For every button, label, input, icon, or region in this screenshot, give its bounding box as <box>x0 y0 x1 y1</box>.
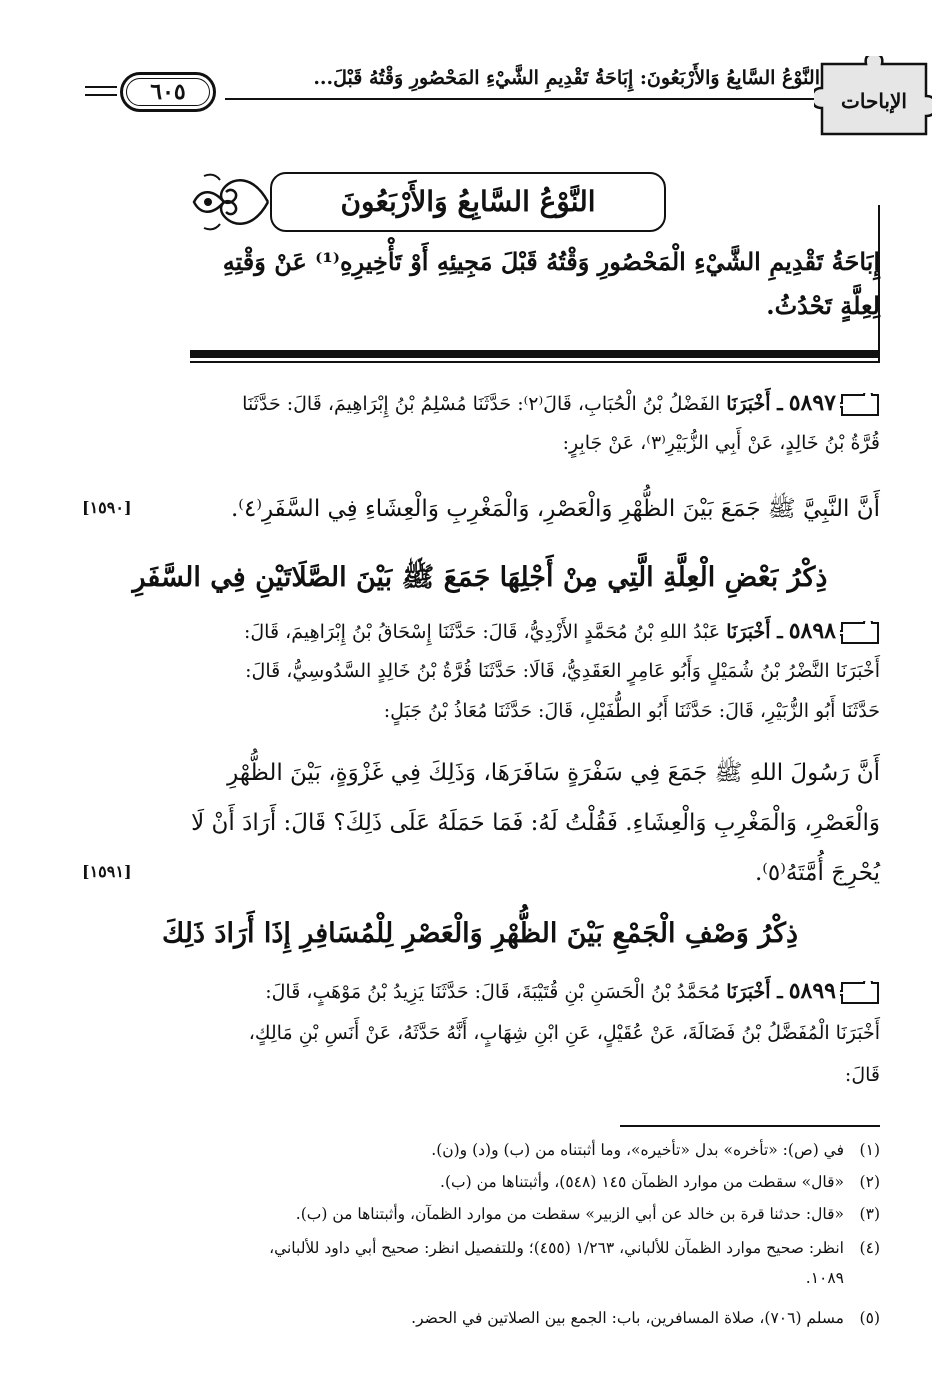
header-rule-right <box>225 98 820 100</box>
isnad-text: الفَضْلُ بْنُ الْحُبَابِ، قَالَ⁽٢⁾: حَدَّثَنَا مُسْلِمُ بْنُ إِبْرَاهِيمَ، قَالَ: حَدَّثَنَا <box>242 393 721 415</box>
puzzle-piece-icon <box>840 981 880 1005</box>
hadith-5898-matn-1: أَنَّ رَسُولَ اللهِ ﷺ جَمَعَ فِي سَفْرَةٍ سَافَرَهَا، وَذَلِكَ فِي غَزْوَةٍ، بَيْنَ الظُّهْرِ <box>227 760 880 786</box>
chapter-description-line: إِبَاحَةُ تَقْدِيمِ الشَّيْءِ الْمَحْصُورِ وَقْتُهُ قَبْلَ مَجِيئِهِ أَوْ تَأْخِيرِهِ⁽¹⁾ عَنْ وَقْتِهِ <box>222 247 880 276</box>
footnote-divider <box>620 1125 880 1127</box>
hadith-5898-line-1 <box>70 612 880 651</box>
isnad-text: مُحَمَّدُ بْنُ الْحَسَنِ بْنِ قُتَيْبَةَ، قَالَ: حَدَّثَنَا يَزِيدُ بْنُ مَوْهَبٍ، قَالَ: <box>265 981 721 1003</box>
akhbarana: ـ أَخْبَرَنَا <box>726 393 783 415</box>
footnote-number: (٢) <box>859 1173 880 1191</box>
ornament-flourish-icon <box>190 168 272 236</box>
page-number-frame <box>120 72 216 112</box>
footnote-number: (٣) <box>859 1205 880 1223</box>
hadith-5898-ref: [١٥٩١] <box>82 862 132 881</box>
akhbarana: ـ أَخْبَرَنَا <box>726 981 783 1003</box>
hadith-5899-line-2: أَخْبَرَنَا الْمُفَضَّلُ بْنُ فَضَالَةَ، عَنْ عُقَيْلٍ، عَنِ ابْنِ شِهَابٍ، أَنَّهُ حَدَّثَهُ، عَنْ أَنَسِ بْنِ مَالِكٍ، <box>248 1022 880 1044</box>
isnad-text: عَبْدُ اللهِ بْنُ مُحَمَّدٍ الأَزْدِيُّ، قَالَ: حَدَّثَنَا إِسْحَاقُ بْنُ إِبْرَاهِيمَ، قَالَ: <box>243 621 721 643</box>
hadith-5897-matn: أَنَّ النَّبِيَّ ﷺ جَمَعَ بَيْنَ الظُّهْرِ وَالْعَصْرِ، وَالْمَغْرِبِ وَالْعِشَاءِ فِي السَّفَرِ⁽٤⁾. <box>230 496 880 522</box>
footnote-text: ١٠٨٩. <box>805 1269 844 1287</box>
chapter-description-line: لِعِلَّةٍ تَحْدُثُ. <box>766 291 880 320</box>
hadith-5898-line-3: حَدَّثَنَا أَبُو الزُّبَيْرِ، قَالَ: حَدَّثَنَا أَبُو الطُّفَيْلِ، قَالَ: حَدَّثَنَا مُعَاذُ بْنُ جَبَلٍ: <box>383 700 880 722</box>
hadith-5898-matn-3: يُحْرِجَ أُمَّتَهُ⁽٥⁾. <box>754 860 880 886</box>
running-header: النَّوْعُ السَّابِعُ وَالأَرْبَعُونَ: إِبَاحَةُ تَقْدِيمِ الشَّيْءِ المَحْصُورِ وَقْتُهُ قَبْلَ... <box>313 67 820 89</box>
hadith-5897-ref: [١٥٩٠] <box>82 498 132 517</box>
page-number: ٦٠٥ <box>150 79 186 105</box>
chapter-rule-thin <box>190 361 880 363</box>
header-rule-left-1 <box>85 86 117 88</box>
chapter-rule-thick <box>190 350 880 358</box>
footnote-number: (٤) <box>859 1239 880 1257</box>
hadith-5899-line-1 <box>70 972 880 1011</box>
footnote-text: في (ص): «تأخره» بدل «تأخيره»، وما أثبتناه من (ب) و(د) و(ن). <box>431 1141 844 1159</box>
puzzle-piece-icon <box>840 621 880 645</box>
corner-badge <box>814 56 932 140</box>
section-title-1: ذِكْرُ بَعْضِ الْعِلَّةِ الَّتِي مِنْ أَجْلِهَا جَمَعَ ﷺ بَيْنَ الصَّلَاتَيْنِ فِي السَّفَرِ <box>132 562 828 593</box>
footnote-text: «قال» سقطت من موارد الظمآن ١٤٥ (٥٤٨)، وأثبتناها من (ب). <box>440 1173 844 1191</box>
footnote-4-continued <box>80 1266 880 1290</box>
footnote-text: مسلم (٧٠٦)، صلاة المسافرين، باب: الجمع بين الصلاتين في الحضر. <box>411 1309 844 1327</box>
chapter-description <box>110 240 880 328</box>
puzzle-piece-icon <box>840 393 880 417</box>
footnote-2 <box>80 1170 880 1194</box>
akhbarana: ـ أَخْبَرَنَا <box>726 621 783 643</box>
footnote-3 <box>80 1202 880 1226</box>
hadith-5898-line-2: أَخْبَرَنَا النَّضْرُ بْنُ شُمَيْلٍ وَأَبُو عَامِرٍ العَقَدِيُّ، قَالَا: حَدَّثَنَا قُرَّةُ بْنُ خَالِدٍ السَّدُوسِيُّ، قَالَ: <box>245 660 880 682</box>
corner-badge-label: الإباحات <box>841 89 907 113</box>
puzzle-piece-icon <box>814 56 932 140</box>
footnote-4 <box>80 1236 880 1260</box>
footnote-number: (١) <box>859 1141 880 1159</box>
hadith-5899-line-3: قَالَ: <box>844 1064 880 1086</box>
hadith-5897-line-1 <box>70 384 880 423</box>
header-rule-left-2 <box>85 94 117 96</box>
hadith-number: ٥٨٩٧ <box>788 390 836 416</box>
footnote-5 <box>80 1306 880 1330</box>
chapter-title: النَّوْعُ السَّابِعُ وَالأَرْبَعُونَ <box>340 185 596 218</box>
footnote-text: «قال: حدثنا قرة بن خالد عن أبي الزبير» سقطت من موارد الظمآن، وأثبتناها من (ب). <box>295 1205 844 1223</box>
footnote-number: (٥) <box>859 1309 880 1327</box>
chapter-title-box <box>270 172 666 232</box>
hadith-5897-line-2: قُرَّةُ بْنُ خَالِدٍ، عَنْ أَبِي الزُّبَيْرِ⁽٣⁾، عَنْ جَابِرٍ: <box>562 432 880 454</box>
section-title-2: ذِكْرُ وَصْفِ الْجَمْعِ بَيْنَ الظُّهْرِ وَالْعَصْرِ لِلْمُسَافِرِ إِذَا أَرَادَ ذَلِكَ <box>162 918 798 949</box>
footnote-1 <box>80 1138 880 1162</box>
hadith-number: ٥٨٩٩ <box>788 978 836 1004</box>
footnote-text: انظر: صحيح موارد الظمآن للألباني، ١/٢٦٣ (٤٥٥)؛ وللتفصيل انظر: صحيح أبي داود للألباني، <box>269 1239 844 1257</box>
hadith-5898-matn-2: وَالْعَصْرِ، وَالْمَغْرِبِ وَالْعِشَاءِ. فَقُلْتُ لَهُ: فَمَا حَمَلَهُ عَلَى ذَلِكَ؟ قَالَ: أَرَادَ أَنْ لَا <box>191 810 880 836</box>
hadith-number: ٥٨٩٨ <box>788 618 836 644</box>
